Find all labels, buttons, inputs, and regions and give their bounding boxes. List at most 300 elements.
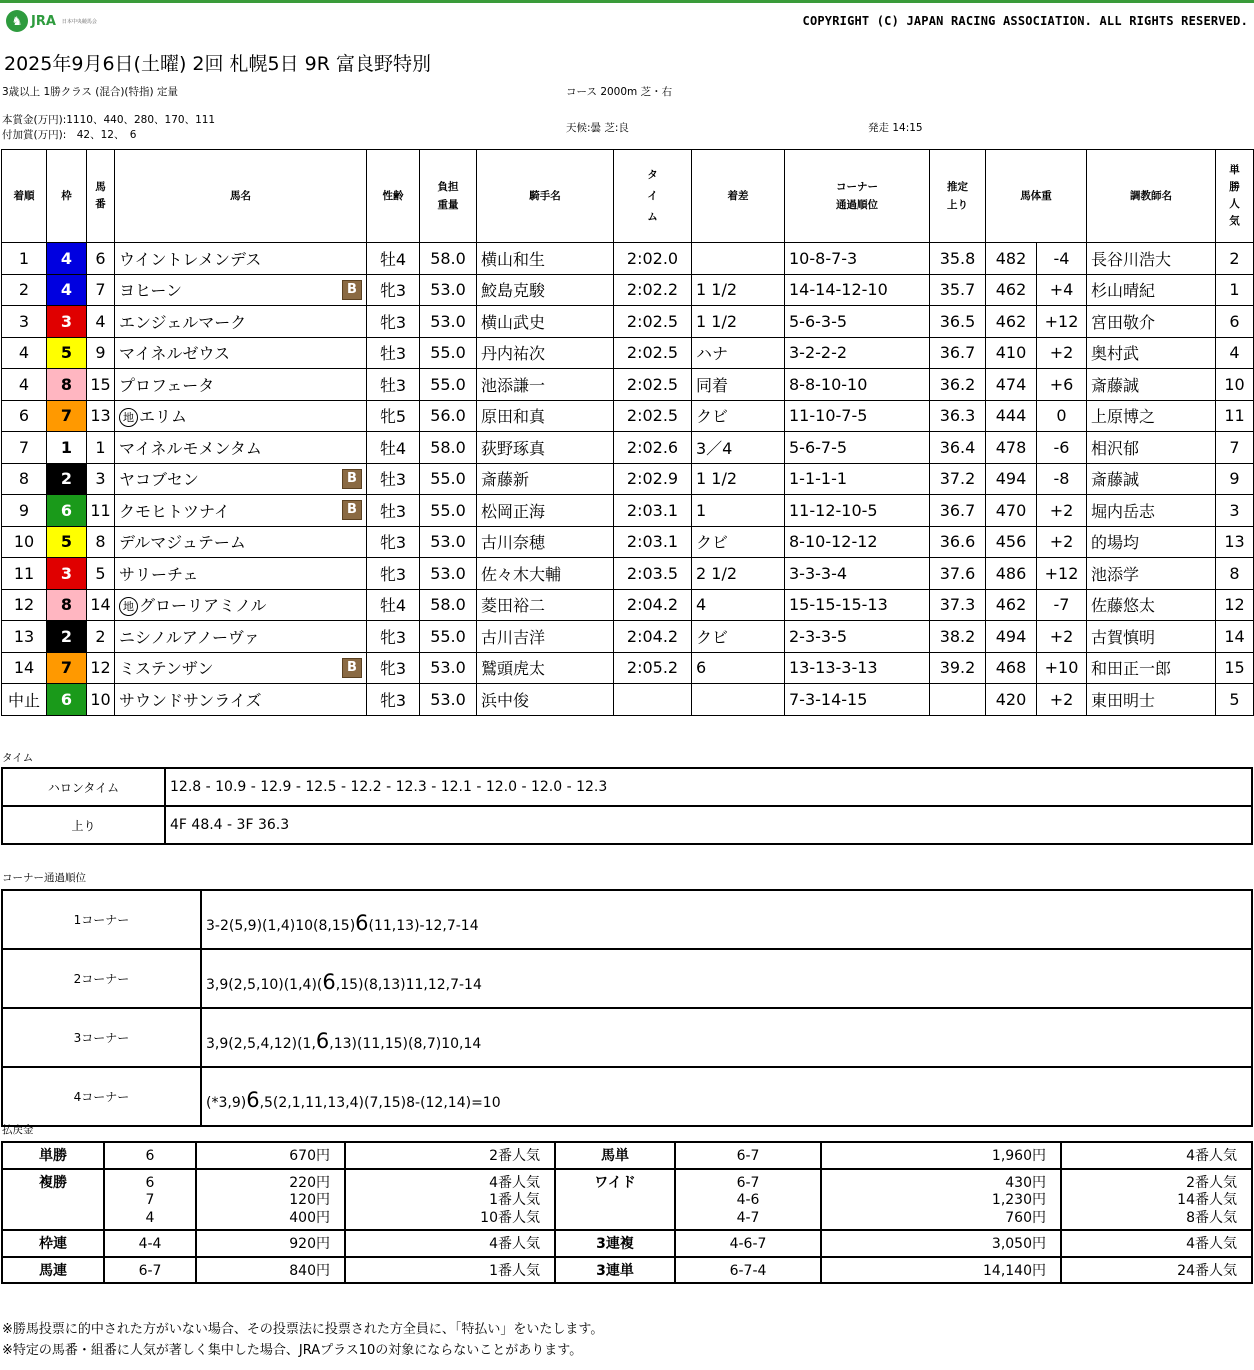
body-weight-diff: -8 [1037,463,1087,495]
finish-time: 2:02.5 [614,369,692,401]
col-trainer: 調教師名 [1087,150,1216,243]
header-rule [0,0,1254,3]
weight-carried: 56.0 [420,400,477,432]
payout-popularity: 24番人気 [1177,1262,1237,1279]
trainer [1087,652,1216,684]
trainer [1087,432,1216,464]
body-weight-diff: -4 [1037,243,1087,275]
popularity: 7 [1216,432,1254,464]
payout-amount: 400円 [289,1209,330,1226]
payout-row [2,1142,1252,1169]
corner-positions: 10-8-7-3 [785,243,930,275]
corner-positions: 14-14-12-10 [785,274,930,306]
popularity: 15 [1216,652,1254,684]
body-weight: 420 [986,684,1037,716]
weight-carried: 58.0 [420,589,477,621]
body-weight-diff: +2 [1037,621,1087,653]
horse-name-cell [115,337,367,369]
col-num-label: 馬番 [95,181,106,210]
col-frame: 枠 [47,150,87,243]
jockey-name[interactable]: 古川吉洋 [481,627,546,647]
payout-popularity-cell [1061,1257,1252,1284]
col-sex: 性齢 [367,150,420,243]
payout-popularity-cell [345,1169,555,1231]
corner-order [201,949,1252,1008]
trainer-name[interactable]: 相沢郁 [1091,438,1140,458]
result-row [2,400,1254,432]
col-corners-label: コーナー通過順位 [836,181,878,211]
finish-time: 2:05.2 [614,652,692,684]
frame: 4 [47,243,87,275]
trainer [1087,684,1216,716]
jockey-name[interactable]: 菱田裕二 [481,596,546,616]
last-3f: 36.4 [930,432,986,464]
payout-popularity-cell [345,1230,555,1257]
margin: クビ [692,400,785,432]
last-3f: 39.2 [930,652,986,684]
last-3f: 38.2 [930,621,986,653]
horse-number: 11 [87,495,115,527]
margin: 1 [692,495,785,527]
race-course: コース 2000m 芝・右 [566,86,673,98]
payout-popularity: 2番人気 [489,1148,540,1164]
horse-name[interactable]: ニシノルアノーヴァ [119,627,260,647]
margin: クビ [692,526,785,558]
corner-order-pre: 3,9(2,5,4,12)(1, [206,1036,316,1052]
horse-number: 12 [87,652,115,684]
jockey [477,432,614,464]
corner-order-pre: (*3,9) [206,1095,247,1111]
corner-order-pre: 3-2(5,9)(1,4)10(8,15) [206,918,356,934]
jockey [477,337,614,369]
trainer [1087,337,1216,369]
horse-name[interactable]: エンジェルマーク [119,312,247,332]
logo-subtext: 日本中央競馬会 [61,18,97,25]
trainer-name[interactable]: 和田正一郎 [1091,659,1172,679]
trainer [1087,526,1216,558]
trainer [1087,400,1216,432]
corner-order [201,1067,1252,1126]
last-3f: 36.7 [930,337,986,369]
corner-positions: 11-12-10-5 [785,495,930,527]
margin: 1 1/2 [692,463,785,495]
rank: 14 [2,652,47,684]
payout-popularity-cell [1061,1230,1252,1257]
col-last3f-label: 推定上り [947,181,968,211]
bet-combination: 6 [145,1174,155,1191]
trainer-name[interactable]: 上原博之 [1091,407,1156,427]
sex-age: 牝3 [367,306,420,338]
rank: 10 [2,526,47,558]
bet-combination-cell [675,1230,821,1257]
bet-type: 枠連 [2,1230,104,1257]
halon-times: 12.8 - 10.9 - 12.9 - 12.5 - 12.2 - 12.3 - 12.1 - 12.0 - 12.0 - 12.3 [165,768,1252,806]
payout-popularity: 1番人気 [489,1192,540,1208]
bet-type: ワイド [555,1169,675,1231]
corner-table [1,889,1253,1127]
payout-amount-cell [821,1169,1061,1231]
horse-name-cell [115,558,367,590]
horse-name[interactable]: マイネルモメンタム [119,438,262,458]
finish-time: 2:02.6 [614,432,692,464]
horse-name[interactable]: グローリアミノル [139,596,267,616]
jockey-name[interactable]: 古川奈穂 [481,533,546,553]
trainer-name[interactable]: 的場均 [1091,533,1140,553]
race-extra-prize: 付加賞(万円): 42、12、 6 [2,129,137,141]
logo-text: JRA [31,13,56,29]
bet-combination: 7 [145,1192,155,1208]
result-row [2,463,1254,495]
result-row [2,337,1254,369]
payout-amount: 1,230円 [991,1192,1046,1208]
rank: 1 [2,243,47,275]
frame: 4 [47,274,87,306]
body-weight-diff: +10 [1037,652,1087,684]
note-2: ※特定の馬番・組番に人気が著しく集中した場合、JRAプラス10の対象にならないことがあります。 [2,1343,583,1358]
race-weather: 天候:曇 芝:良 [566,122,629,134]
bet-type: 馬単 [555,1142,675,1169]
corner-row [2,890,1252,949]
jockey-name[interactable]: 斎藤新 [481,470,530,490]
trainer-name[interactable]: 古賀慎明 [1091,627,1156,647]
horse-number: 7 [87,274,115,306]
jockey-name[interactable]: 原田和真 [481,407,546,427]
last-3f: 35.7 [930,274,986,306]
payout-row [2,1230,1252,1257]
finish-time: 2:02.2 [614,274,692,306]
bet-combination: 4-6 [736,1192,760,1208]
trainer-name[interactable]: 奥村武 [1091,344,1140,364]
race-title: 2025年9月6日(土曜) 2回 札幌5日 9R 富良野特別 [4,53,431,75]
sex-age: 牡3 [367,463,420,495]
horse-number: 1 [87,432,115,464]
margin: 1 1/2 [692,274,785,306]
payout-row [2,1257,1252,1284]
trainer [1087,589,1216,621]
sex-age: 牝3 [367,274,420,306]
blinker-badge: B [342,500,362,520]
weight-carried: 53.0 [420,274,477,306]
corner-positions: 3-3-3-4 [785,558,930,590]
horse-name[interactable]: ミステンザン [119,659,214,679]
horse-name[interactable]: ヤコブセン [119,470,199,490]
last-3f: 37.2 [930,463,986,495]
popularity: 8 [1216,558,1254,590]
bet-combination: 6-7 [138,1262,162,1279]
finish-time [614,684,692,716]
bet-combination-cell [675,1257,821,1284]
last-3f: 36.2 [930,369,986,401]
finish-time: 2:03.1 [614,495,692,527]
payout-amount: 14,140円 [983,1262,1046,1279]
finish-time: 2:03.1 [614,526,692,558]
last-3f: 37.3 [930,589,986,621]
sex-age: 牝3 [367,558,420,590]
trainer [1087,274,1216,306]
jockey-name[interactable]: 横山武史 [481,312,546,332]
payout-amount: 760円 [1005,1209,1046,1226]
jockey [477,589,614,621]
last-3f: 37.6 [930,558,986,590]
jockey-name[interactable]: 横山和生 [481,249,546,269]
bet-combination: 4-7 [736,1209,760,1226]
margin: 1 1/2 [692,306,785,338]
payout-amount: 120円 [289,1192,330,1208]
time-table [1,767,1253,845]
horse-name-cell [115,652,367,684]
trainer [1087,621,1216,653]
results-header-row [2,150,1254,243]
body-weight: 410 [986,337,1037,369]
corner-label: 3コーナー [2,1008,201,1067]
corner-order-post: ,15)(8,13)11,12,7-14 [335,977,482,993]
payout-row [2,1169,1252,1231]
trainer [1087,463,1216,495]
race-start-time: 発走 14:15 [868,122,923,134]
payout-amount: 220円 [289,1174,330,1191]
corner-order [201,890,1252,949]
horse-name[interactable]: エリム [139,407,188,427]
winner-highlight: 6 [246,1088,260,1112]
bet-combination: 6 [145,1148,155,1164]
bet-combination-cell [675,1169,821,1231]
trainer-name[interactable]: 堀内岳志 [1091,501,1156,521]
body-weight-diff: +2 [1037,684,1087,716]
result-row [2,306,1254,338]
body-weight-diff: +12 [1037,306,1087,338]
horse-name-cell [115,589,367,621]
horse-number: 5 [87,558,115,590]
col-weight [420,150,477,243]
finish-time: 2:02.0 [614,243,692,275]
jockey-name[interactable]: 鷲頭虎太 [481,659,546,679]
winner-highlight: 6 [315,1029,330,1053]
body-weight-diff: +12 [1037,558,1087,590]
corner-label: 2コーナー [2,949,201,1008]
corner-order-pre: 3,9(2,5,10)(1,4)( [206,977,323,993]
weight-carried: 55.0 [420,337,477,369]
margin [692,684,785,716]
payout-popularity-cell [345,1257,555,1284]
jockey-name[interactable]: 荻野琢真 [481,438,546,458]
jockey [477,243,614,275]
corner-row [2,1008,1252,1067]
sex-age: 牝3 [367,526,420,558]
trainer-name[interactable]: 宮田敬介 [1091,312,1156,332]
horse-name[interactable]: クモヒトツナイ [119,501,230,521]
corner-order-post: ,13)(11,15)(8,7)10,14 [329,1036,482,1052]
result-row [2,621,1254,653]
payout-amount: 1,960円 [991,1148,1046,1164]
results-table [1,149,1254,716]
corner-order-post: (11,13)-12,7-14 [368,918,479,934]
agari-row [2,806,1252,844]
jockey-name[interactable]: 丹内祐次 [481,344,546,364]
body-weight: 470 [986,495,1037,527]
weight-carried: 53.0 [420,684,477,716]
popularity: 14 [1216,621,1254,653]
payout-popularity: 4番人気 [1186,1236,1237,1252]
jockey [477,369,614,401]
agari-times: 4F 48.4 - 3F 36.3 [165,806,1252,844]
margin: 6 [692,652,785,684]
trainer-name[interactable]: 東田明士 [1091,690,1156,710]
frame: 3 [47,558,87,590]
copyright: COPYRIGHT (C) JAPAN RACING ASSOCIATION. ALL RIGHTS RESERVED. [802,14,1248,28]
finish-time: 2:02.5 [614,337,692,369]
finish-time: 2:04.2 [614,621,692,653]
horse-name[interactable]: プロフェータ [119,375,215,395]
payout-popularity: 2番人気 [1186,1174,1237,1191]
jockey [477,495,614,527]
corner-positions: 5-6-7-5 [785,432,930,464]
popularity: 11 [1216,400,1254,432]
horse-name[interactable]: サリーチェ [119,564,199,584]
horse-name[interactable]: ウイントレメンデス [119,249,262,269]
corner-positions: 8-10-12-12 [785,526,930,558]
blinker-badge: B [342,469,362,489]
margin: 3／4 [692,432,785,464]
trainer-name[interactable]: 長谷川浩大 [1091,249,1172,269]
rank: 12 [2,589,47,621]
bet-combination-cell [104,1257,196,1284]
jockey [477,684,614,716]
rank: 3 [2,306,47,338]
horse-name[interactable]: マイネルゼウス [119,344,231,364]
rank: 13 [2,621,47,653]
sex-age: 牝3 [367,621,420,653]
rank: 7 [2,432,47,464]
result-row [2,589,1254,621]
payout-section-label: 払戻金 [2,1124,34,1136]
finish-time: 2:02.5 [614,400,692,432]
jockey [477,526,614,558]
trainer-name[interactable]: 杉山晴紀 [1091,281,1156,301]
body-weight-diff: -6 [1037,432,1087,464]
corner-positions: 5-6-3-5 [785,306,930,338]
trainer-name[interactable]: 斎藤誠 [1091,470,1140,490]
result-row [2,495,1254,527]
result-row [2,274,1254,306]
jockey-name[interactable]: 佐々木大輔 [481,564,562,584]
bet-combination: 6-7-4 [729,1262,767,1279]
finish-time: 2:02.9 [614,463,692,495]
weight-carried: 55.0 [420,495,477,527]
jockey-name[interactable]: 鮫島克駿 [481,281,546,301]
result-row [2,652,1254,684]
popularity: 4 [1216,337,1254,369]
margin: クビ [692,621,785,653]
body-weight: 444 [986,400,1037,432]
weight-carried: 55.0 [420,369,477,401]
payout-amount: 840円 [289,1262,330,1279]
jockey-name[interactable]: 池添謙一 [481,375,546,395]
col-popularity [1216,150,1254,243]
horse-number: 14 [87,589,115,621]
bet-combination-cell [104,1230,196,1257]
payout-amount: 3,050円 [991,1236,1046,1252]
body-weight-diff: +6 [1037,369,1087,401]
margin: 2 1/2 [692,558,785,590]
result-row [2,432,1254,464]
trainer-name[interactable]: 佐藤悠太 [1091,596,1156,616]
trainer [1087,558,1216,590]
bet-type: 複勝 [2,1169,104,1231]
payout-amount: 430円 [1005,1174,1046,1191]
horse-name[interactable]: ヨヒーン [119,281,183,301]
weight-carried: 53.0 [420,526,477,558]
payout-amount-cell [196,1257,345,1284]
horse-number: 4 [87,306,115,338]
corner-label: 4コーナー [2,1067,201,1126]
corner-row [2,1067,1252,1126]
corner-positions: 11-10-7-5 [785,400,930,432]
trainer-name[interactable]: 池添学 [1091,564,1140,584]
sex-age: 牡4 [367,243,420,275]
bet-combination: 4-4 [138,1236,162,1252]
col-name: 馬名 [115,150,367,243]
body-weight: 482 [986,243,1037,275]
weight-carried: 53.0 [420,306,477,338]
corner-positions: 3-2-2-2 [785,337,930,369]
margin: 4 [692,589,785,621]
popularity: 10 [1216,369,1254,401]
jockey-name[interactable]: 浜中俊 [481,690,530,710]
horse-name[interactable]: サウンドサンライズ [119,690,262,710]
weight-carried: 53.0 [420,558,477,590]
margin: 同着 [692,369,785,401]
trainer-name[interactable]: 斎藤誠 [1091,375,1140,395]
popularity: 12 [1216,589,1254,621]
result-row [2,526,1254,558]
jockey-name[interactable]: 松岡正海 [481,501,546,521]
corner-order [201,1008,1252,1067]
rank: 2 [2,274,47,306]
horse-number: 9 [87,337,115,369]
popularity: 6 [1216,306,1254,338]
col-body-weight: 馬体重 [986,150,1087,243]
payout-popularity: 1番人気 [489,1262,540,1279]
popularity: 9 [1216,463,1254,495]
payout-amount-cell [196,1169,345,1231]
frame: 1 [47,432,87,464]
popularity: 2 [1216,243,1254,275]
col-time [614,150,692,243]
bet-type: 3連複 [555,1230,675,1257]
frame: 3 [47,306,87,338]
col-last3f [930,150,986,243]
col-corners [785,150,930,243]
body-weight-diff: 0 [1037,400,1087,432]
jra-logo[interactable] [6,10,97,32]
rank: 9 [2,495,47,527]
horse-name[interactable]: デルマジュテーム [119,533,246,553]
rank: 中止 [2,684,47,716]
col-popularity-label: 単勝人気 [1229,164,1240,227]
payout-popularity-cell [1061,1142,1252,1169]
frame: 2 [47,621,87,653]
result-row [2,369,1254,401]
payout-popularity: 8番人気 [1186,1209,1237,1226]
horse-name-cell [115,463,367,495]
body-weight-diff: +2 [1037,337,1087,369]
sex-age: 牡3 [367,495,420,527]
col-time-label: タイム [647,168,658,223]
body-weight-diff: -7 [1037,589,1087,621]
payout-popularity: 4番人気 [489,1236,540,1252]
bet-combination: 4 [145,1209,155,1226]
horse-name-cell [115,526,367,558]
